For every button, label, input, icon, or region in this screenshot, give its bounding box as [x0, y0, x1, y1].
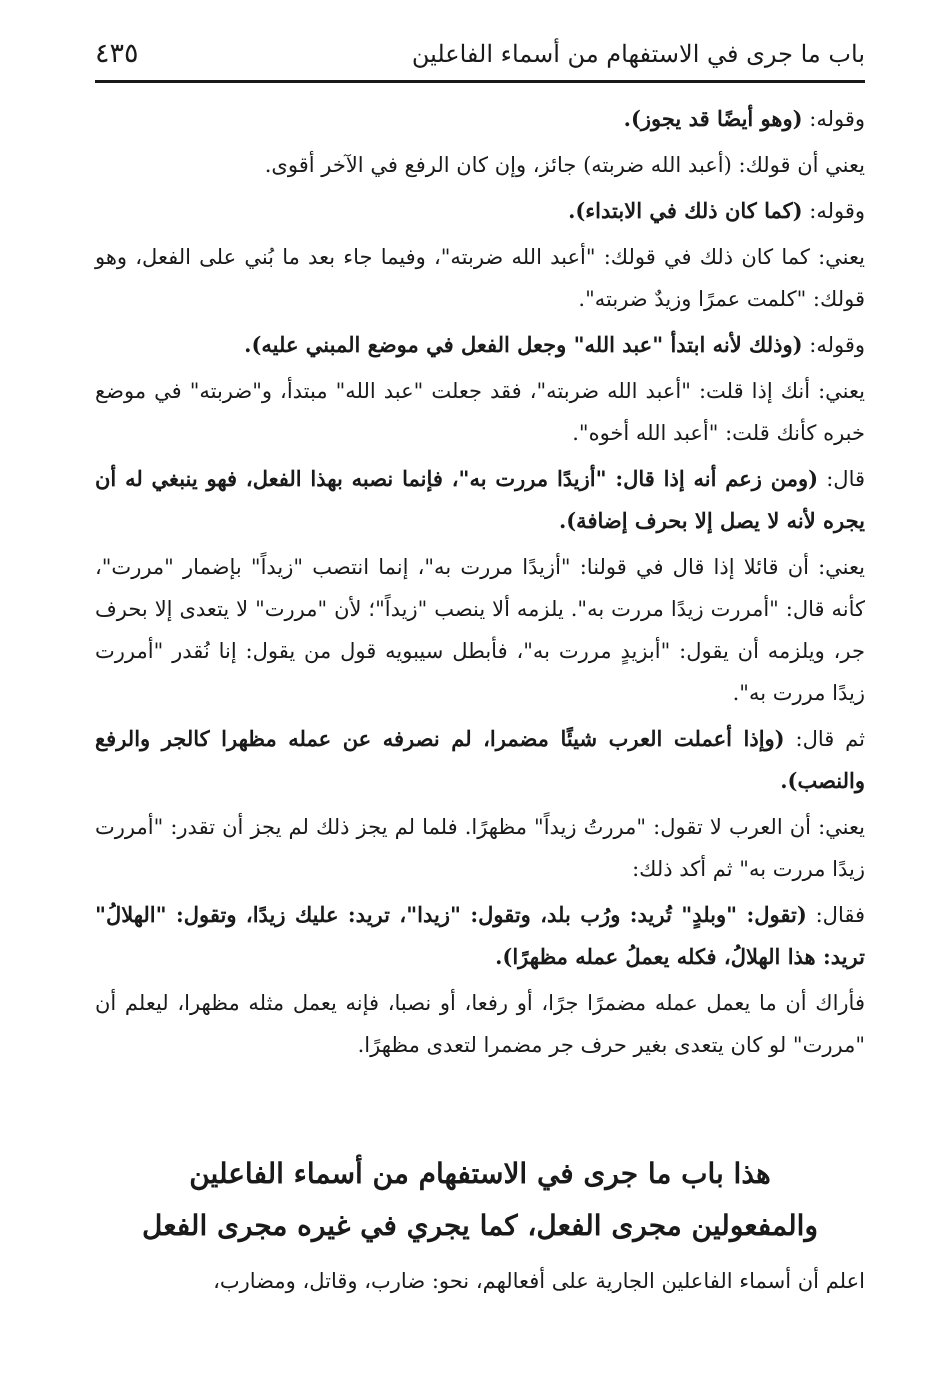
explanation-paragraph: يعني: أنك إذا قلت: "أعبد الله ضربته"، فقد جعلت "عبد الله" مبتدأ، و"ضربته" في موضع خبره كأنك قلت: "أعبد الله أخوه".	[95, 379, 865, 445]
quote-label: وقوله:	[802, 333, 865, 357]
quote-text: (وإذا أعملت العرب شيئًا مضمرا، لم نصرفه عن عمله مظهرا كالجر والرفع والنصب).	[95, 726, 865, 793]
quote-label: ثم قال:	[784, 727, 865, 751]
explanation-paragraph: يعني: أن قائلا إذا قال في قولنا: "أزيدًا مررت به"، إنما انتصب "زيداً" بإضمار "مررت"، كأنه قال: "أمررت زيدًا مررت به". يلزمه ألا ينصب "زيداً"؛ لأن "مررت" لا يتعدى إلا بحرف جر، ويلزمه أن يقول: "أبزيدٍ مررت به"، فأبطل سيبويه قول من يقول: إنا نُقدر "أمررت زيدًا مررت به".	[95, 555, 865, 705]
quote-paragraph	[95, 718, 865, 802]
body-text	[95, 98, 865, 1070]
quote-text: (وهو أيضًا قد يجوز).	[623, 106, 803, 131]
page-header	[95, 30, 865, 80]
quote-paragraph	[95, 324, 865, 366]
quote-paragraph	[95, 190, 865, 232]
quote-label: وقوله:	[802, 199, 865, 223]
quote-paragraph	[95, 458, 865, 542]
explanation-paragraph: يعني أن قولك: (أعبد الله ضربته) جائز، وإن كان الرفع في الآخر أقوى.	[264, 153, 865, 177]
quote-label: وقوله:	[802, 107, 865, 131]
page-number: ٤٣٥	[95, 38, 139, 69]
explanation-paragraph: يعني: أن العرب لا تقول: "مررتُ زيداً" مظهرًا. فلما لم يجز ذلك لم يجز أن تقدر: "أمررت زيدًا مررت به" ثم أكد ذلك:	[95, 815, 865, 881]
closing-paragraph: اعلم أن أسماء الفاعلين الجارية على أفعالهم، نحو: ضارب، وقاتل، ومضارب،	[213, 1269, 865, 1293]
explanation-paragraph: فأراك أن ما يعمل عمله مضمرًا جرًا، أو رفعا، أو نصبا، فإنه يعمل مثله مظهرا، ليعلم أن "مررت" لو كان يتعدى بغير حرف جر مضمرا لتعدى مظهرًا.	[95, 991, 865, 1057]
quote-text: (كما كان ذلك في الابتداء).	[568, 198, 803, 223]
quote-paragraph	[95, 98, 865, 140]
quote-paragraph	[95, 894, 865, 978]
header-rule	[95, 80, 865, 83]
chapter-heading-line-1: هذا باب ما جرى في الاستفهام من أسماء الفاعلين	[189, 1157, 771, 1190]
chapter-heading-line-2: والمفعولين مجرى الفعل، كما يجري في غيره مجرى الفعل	[142, 1209, 818, 1242]
quote-text: (وذلك لأنه ابتدأ "عبد الله" وجعل الفعل في موضع المبني عليه).	[244, 332, 803, 357]
quote-text: (ومن زعم أنه إذا قال: "أزيدًا مررت به"، فإنما نصبه بهذا الفعل، فهو ينبغي له أن يجره لأنه لا يصل إلا بحرف إضافة).	[95, 466, 865, 533]
quote-label: فقال:	[806, 903, 866, 927]
quote-label: قال:	[818, 467, 866, 491]
chapter-heading	[95, 1148, 865, 1252]
running-title: باب ما جرى في الاستفهام من أسماء الفاعلين	[411, 40, 865, 68]
explanation-paragraph: يعني: كما كان ذلك في قولك: "أعبد الله ضربته"، وفيما جاء بعد ما بُني على الفعل، وهو قولك: "كلمت عمرًا وزيدٌ ضربته".	[95, 245, 865, 311]
quote-text: (تقول: "وبلدٍ" تُريد: ورُب بلد، وتقول: "زيدا"، تريد: عليك زيدًا، وتقول: "الهلالُ" تريد: هذا الهلالُ، فكله يعملُ عمله مظهرًا).	[95, 902, 865, 969]
